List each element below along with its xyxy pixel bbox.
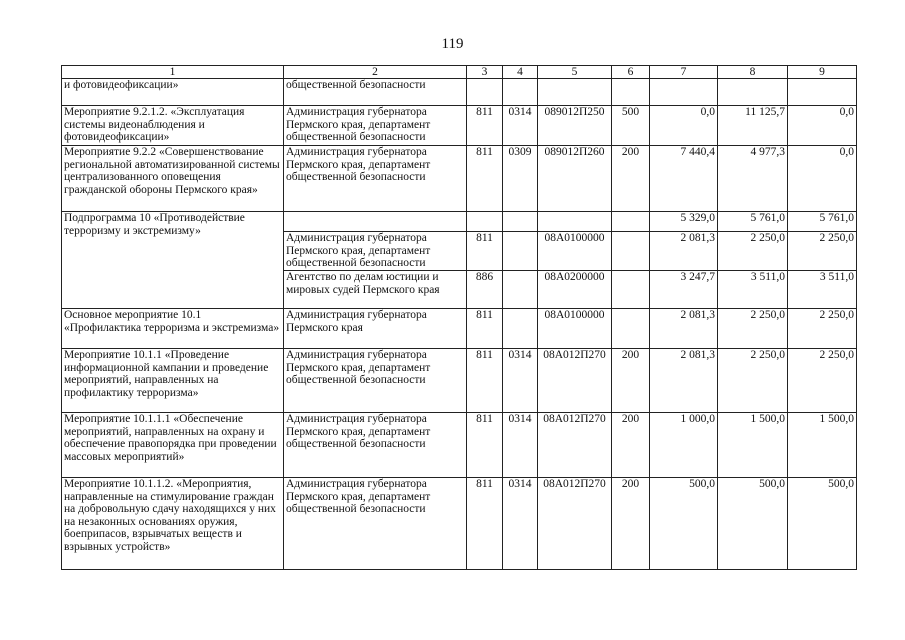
activity-name: Мероприятие 10.1.1.2. «Мероприятия, направленные на стимулирование граждан на добровольную сдачу находящихся у них на незаконных основаниях оружия, боеприпасов, взрывчатых веществ и взрывных устройств»: [62, 478, 284, 570]
cell-col7: 2 081,3: [650, 349, 718, 413]
activity-name: и фотовидеофиксации»: [62, 79, 284, 106]
executor: Администрация губернатора Пермского края: [284, 309, 467, 349]
cell-col3: [467, 212, 503, 232]
table-row: [62, 413, 857, 478]
cell-col6: 200: [612, 413, 650, 478]
cell-col7: 1 000,0: [650, 413, 718, 478]
cell-col5: [538, 212, 612, 232]
cell-col8: [718, 79, 788, 106]
cell-col4: [503, 79, 538, 106]
cell-col6: 200: [612, 478, 650, 570]
column-header: 3: [467, 66, 503, 79]
cell-col9: [788, 79, 857, 106]
cell-col3: 811: [467, 478, 503, 570]
cell-col8: 1 500,0: [718, 413, 788, 478]
column-header: 1: [62, 66, 284, 79]
column-header: 7: [650, 66, 718, 79]
cell-col7: 3 247,7: [650, 271, 718, 309]
cell-col6: [612, 79, 650, 106]
budget-table: [61, 65, 857, 570]
cell-col4: 0314: [503, 106, 538, 146]
cell-col8: 500,0: [718, 478, 788, 570]
cell-col9: 2 250,0: [788, 309, 857, 349]
cell-col5: 08А012П270: [538, 349, 612, 413]
cell-col3: [467, 79, 503, 106]
cell-col3: 811: [467, 232, 503, 271]
cell-col6: 500: [612, 106, 650, 146]
table-row: [62, 79, 857, 106]
cell-col4: 0314: [503, 349, 538, 413]
cell-col6: [612, 309, 650, 349]
executor: Администрация губернатора Пермского края, департамент общественной безопасности: [284, 106, 467, 146]
column-header: 2: [284, 66, 467, 79]
cell-col7: [650, 79, 718, 106]
cell-col5: 08А012П270: [538, 478, 612, 570]
cell-col5: 08А0100000: [538, 309, 612, 349]
cell-col9: 3 511,0: [788, 271, 857, 309]
executor: [284, 212, 467, 232]
column-header: 5: [538, 66, 612, 79]
executor: Администрация губернатора Пермского края, департамент общественной безопасности: [284, 349, 467, 413]
cell-col8: 2 250,0: [718, 309, 788, 349]
cell-col7: 2 081,3: [650, 309, 718, 349]
cell-col6: 200: [612, 349, 650, 413]
activity-name: Мероприятие 10.1.1.1 «Обеспечение мероприятий, направленных на охрану и обеспечение правопорядка при проведении массовых мероприятий»: [62, 413, 284, 478]
column-number-row: [62, 66, 857, 79]
cell-col9: 1 500,0: [788, 413, 857, 478]
cell-col5: [538, 79, 612, 106]
table-row: [62, 309, 857, 349]
cell-col9: 2 250,0: [788, 349, 857, 413]
column-header: 9: [788, 66, 857, 79]
cell-col5: 08А0200000: [538, 271, 612, 309]
activity-name: Мероприятие 9.2.1.2. «Эксплуатация системы видеонаблюдения и фотовидеофиксации»: [62, 106, 284, 146]
cell-col4: [503, 309, 538, 349]
cell-col8: 3 511,0: [718, 271, 788, 309]
executor: Администрация губернатора Пермского края, департамент общественной безопасности: [284, 232, 467, 271]
column-header: 8: [718, 66, 788, 79]
table-row: [62, 146, 857, 212]
cell-col7: 7 440,4: [650, 146, 718, 212]
executor: Администрация губернатора Пермского края, департамент общественной безопасности: [284, 413, 467, 478]
cell-col9: 0,0: [788, 146, 857, 212]
cell-col7: 5 329,0: [650, 212, 718, 232]
cell-col9: 2 250,0: [788, 232, 857, 271]
cell-col5: 08А0100000: [538, 232, 612, 271]
activity-name: Основное мероприятие 10.1 «Профилактика терроризма и экстремизма»: [62, 309, 284, 349]
executor: Агентство по делам юстиции и мировых судей Пермского края: [284, 271, 467, 309]
cell-col4: 0309: [503, 146, 538, 212]
cell-col9: 500,0: [788, 478, 857, 570]
cell-col3: 886: [467, 271, 503, 309]
cell-col6: 200: [612, 146, 650, 212]
cell-col9: 0,0: [788, 106, 857, 146]
cell-col8: 2 250,0: [718, 349, 788, 413]
cell-col3: 811: [467, 309, 503, 349]
executor: Администрация губернатора Пермского края, департамент общественной безопасности: [284, 146, 467, 212]
cell-col6: [612, 271, 650, 309]
cell-col8: 5 761,0: [718, 212, 788, 232]
cell-col8: 4 977,3: [718, 146, 788, 212]
table-row: [62, 212, 857, 232]
activity-name: Мероприятие 10.1.1 «Проведение информационной кампании и проведение мероприятий, направленных на профилактику терроризма»: [62, 349, 284, 413]
cell-col7: 0,0: [650, 106, 718, 146]
activity-name: Мероприятие 9.2.2 «Совершенствование региональной автоматизированной системы централизованного оповещения гражданской обороны Пермского края»: [62, 146, 284, 212]
cell-col8: 11 125,7: [718, 106, 788, 146]
cell-col7: 500,0: [650, 478, 718, 570]
cell-col3: 811: [467, 106, 503, 146]
page-number: 119: [441, 36, 464, 52]
column-header: 6: [612, 66, 650, 79]
cell-col5: 089012П260: [538, 146, 612, 212]
cell-col6: [612, 212, 650, 232]
table-row: [62, 478, 857, 570]
table-row: [62, 106, 857, 146]
cell-col4: [503, 232, 538, 271]
column-header: 4: [503, 66, 538, 79]
cell-col4: 0314: [503, 413, 538, 478]
cell-col3: 811: [467, 349, 503, 413]
executor: Администрация губернатора Пермского края, департамент общественной безопасности: [284, 478, 467, 570]
table-row: [62, 349, 857, 413]
cell-col8: 2 250,0: [718, 232, 788, 271]
cell-col4: 0314: [503, 478, 538, 570]
cell-col5: 08А012П270: [538, 413, 612, 478]
cell-col4: [503, 271, 538, 309]
executor: общественной безопасности: [284, 79, 467, 106]
cell-col4: [503, 212, 538, 232]
cell-col3: 811: [467, 413, 503, 478]
cell-col6: [612, 232, 650, 271]
cell-col5: 089012П250: [538, 106, 612, 146]
subprogram-name: Подпрограмма 10 «Противодействие терроризму и экстремизму»: [62, 212, 284, 309]
cell-col7: 2 081,3: [650, 232, 718, 271]
cell-col3: 811: [467, 146, 503, 212]
cell-col9: 5 761,0: [788, 212, 857, 232]
